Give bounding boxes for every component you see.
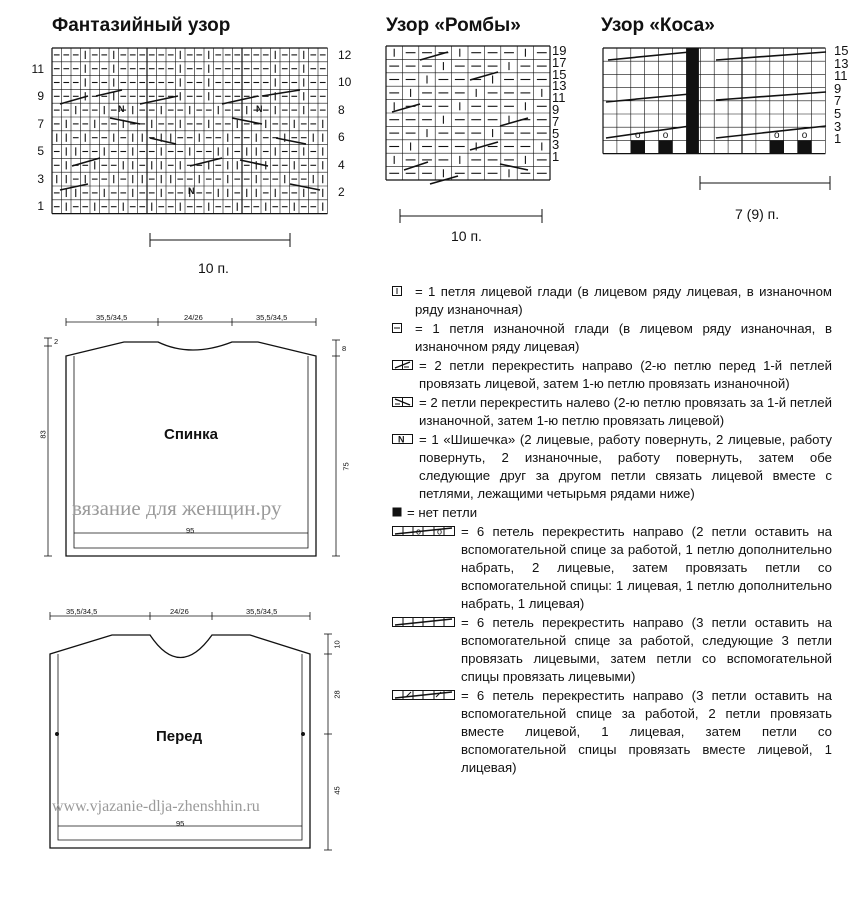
- front-right-dim-bottom: 45: [332, 786, 342, 795]
- row-number: 7: [834, 93, 842, 109]
- legend-text: = 2 петли перекрестить направо (2-ю петлю перед 1-й петлей провязать лицевой, затем 1-ю петлю провязать изнаночной): [419, 358, 832, 391]
- cross-stitch-mark: [150, 138, 176, 144]
- cross-stitch-mark: [110, 118, 140, 124]
- row-number: 13: [552, 78, 567, 94]
- fantasy-width-label: 10 п.: [198, 260, 229, 276]
- back-right-height-dim: 75: [341, 462, 351, 471]
- legend-text: = 2 петли перекрестить налево (2-ю петлю провязать за 1-й петлей изнаночной, затем 1-ю петлю провязать лицевой): [419, 395, 832, 428]
- front-top-dim-left: 35,5/34,5: [66, 607, 98, 616]
- front-right-dim-middle: 28: [332, 690, 342, 699]
- front-right-dim-top: 10: [332, 640, 342, 649]
- legend-item: [392, 394, 832, 430]
- row-number: 7: [37, 117, 44, 131]
- row-number: 11: [834, 68, 848, 84]
- no-stitch-cell: [770, 140, 784, 153]
- legend-text: = 6 петель перекрестить направо (3 петли оставить на вспомогательной спице за работой, следующие 3 петли провязать лицевыми, затем петли со вспомогательной спицы провязать лицевыми): [461, 615, 832, 684]
- legend-item: [392, 504, 832, 522]
- cable-chart-title: Узор «Коса»: [601, 15, 715, 36]
- row-number: 9: [552, 101, 560, 117]
- row-number: 7: [552, 113, 560, 129]
- back-top-dim-left: 35,5/34,5: [96, 313, 128, 322]
- cross-stitch-mark: [222, 96, 258, 104]
- added-stitch-mark: o: [801, 129, 808, 141]
- rhombus-chart-title: Узор «Ромбы»: [386, 15, 521, 36]
- no-stitch-cell: [798, 140, 812, 153]
- back-left-small-dim: 2: [54, 337, 59, 346]
- legend-item: [392, 687, 832, 777]
- cross-stitch-mark: [500, 164, 528, 170]
- row-number: 15: [834, 43, 849, 58]
- bobble-mark: N: [118, 104, 125, 114]
- back-top-dim-neck: 24/26: [184, 313, 203, 322]
- row-number: 10: [338, 75, 352, 89]
- legend-text: = 6 петель перекрестить направо (2 петли оставить на вспомогательной спице за работой, 1 петлю дополнительно набрать, 2 лицевые, затем провязать петли со вспомогательной спицы: 1 лицевая, 1 петлю дополнительно набрать, 1 лицевая): [461, 524, 832, 611]
- rhombus-width-label: 10 п.: [451, 228, 482, 244]
- row-number: 19: [552, 43, 567, 58]
- row-number: 1: [37, 199, 44, 213]
- added-stitch-mark: o: [773, 129, 780, 141]
- purl-stitch-icon: [392, 320, 412, 356]
- legend-item: [392, 357, 832, 393]
- cross-stitch-mark: [140, 96, 178, 104]
- added-stitch-mark: o: [662, 129, 669, 141]
- legend-text: = 1 петля изнаночной глади (в лицевом ряду изнаночная, в изнаночном ряду лицевая): [415, 321, 832, 354]
- front-label: Перед: [156, 728, 203, 745]
- cross-stitch-mark: [470, 72, 498, 80]
- row-number: 6: [338, 130, 345, 144]
- cross-stitch-mark: [404, 162, 428, 170]
- svg-text:N: N: [398, 434, 405, 444]
- row-number: 3: [834, 118, 842, 134]
- no-stitch-icon: [392, 504, 404, 522]
- row-number: 9: [834, 80, 842, 96]
- front-top-dim-neck: 24/26: [170, 607, 189, 616]
- legend-text: = нет петли: [407, 505, 478, 520]
- back-bottom-width-dim: 95: [186, 526, 195, 535]
- legend-item: [392, 283, 832, 319]
- fantasy-chart-title: Фантазийный узор: [52, 15, 231, 36]
- knit-stitch-icon: [392, 283, 412, 319]
- added-stitch-mark: o: [634, 129, 641, 141]
- row-number: 5: [37, 144, 44, 158]
- cable-6-right-b-icon: [392, 614, 458, 686]
- no-stitch-cell: [631, 140, 645, 153]
- row-number: 12: [338, 48, 352, 62]
- cross-stitch-mark: [500, 118, 528, 126]
- row-number: 17: [552, 54, 567, 70]
- row-number: 11: [31, 62, 44, 76]
- row-number: 15: [552, 66, 567, 82]
- cross-stitch-mark: [232, 118, 262, 124]
- row-number: 3: [552, 137, 560, 153]
- cable-6-right-c-icon: [392, 687, 458, 777]
- center-column-fill: [686, 48, 699, 154]
- front-bottom-width-dim: 95: [176, 819, 185, 828]
- legend-text: = 1 «Шишечка» (2 лицевые, работу повернуть, 2 лицевые, работу повернуть, 2 изнаночные, работу повернуть, затем обе следующие друг за другом петли связать лицевой вместе с петлями, лежащими четырьмя рядами ниже): [419, 432, 832, 501]
- cable-width-label: 7 (9) п.: [735, 206, 780, 222]
- rhombus-stitch-grid: [386, 46, 550, 184]
- cross-right-2-icon: [392, 357, 416, 393]
- row-number: 5: [834, 105, 842, 121]
- back-label: Спинка: [164, 426, 219, 443]
- row-number: 1: [552, 149, 560, 165]
- cable-mark: [716, 92, 826, 100]
- legend-item: [392, 320, 832, 356]
- legend-item: [392, 523, 832, 613]
- cross-stitch-mark: [290, 184, 320, 190]
- cable-mark: [606, 126, 690, 138]
- row-number: 5: [552, 125, 560, 141]
- cross-stitch-mark: [392, 104, 420, 112]
- row-number: 1: [834, 131, 842, 147]
- cross-stitch-mark: [60, 184, 88, 190]
- front-top-dim-right: 35,5/34,5: [246, 607, 278, 616]
- watermark-top: вязание для женщин.ру: [72, 496, 282, 520]
- cable-stitch-grid: [603, 48, 826, 154]
- row-number: 8: [338, 103, 345, 117]
- back-left-height-dim: 83: [38, 430, 48, 439]
- row-number: 2: [338, 185, 345, 199]
- cable-mark: [716, 52, 826, 60]
- row-number: 11: [552, 90, 566, 106]
- cable-mark: [608, 52, 690, 60]
- legend-text: = 6 петель перекрестить направо (3 петли оставить на вспомогательной спице за работой, 2 петли провязать вместе лицевой, 1 лицевая, затем петли со вспомогательной спицы провязать вместе лицевой, 1 лицевая): [461, 688, 832, 775]
- cross-stitch-mark: [262, 90, 300, 96]
- bobble-icon: [392, 431, 416, 503]
- cross-stitch-mark: [60, 96, 88, 104]
- back-top-dim-right: 35,5/34,5: [256, 313, 288, 322]
- cable-6-right-a-icon: [392, 523, 458, 613]
- row-number: 3: [37, 172, 44, 186]
- legend-text: = 1 петля лицевой глади (в лицевом ряду лицевая, в изнаночном ряду изнаночная): [415, 284, 832, 317]
- stitch-legend: [392, 283, 832, 778]
- no-stitch-cell: [659, 140, 673, 153]
- fantasy-stitch-grid: [52, 48, 328, 214]
- row-number: 4: [338, 158, 345, 172]
- legend-item: [392, 431, 832, 503]
- svg-text:o: o: [437, 526, 443, 536]
- cable-mark: [716, 126, 826, 138]
- row-number: 13: [834, 55, 849, 71]
- cross-stitch-mark: [276, 138, 306, 144]
- row-number: 9: [37, 89, 44, 103]
- svg-text:o: o: [416, 526, 422, 536]
- chart-dimension-lines: [150, 176, 830, 247]
- cross-left-2-icon: [392, 394, 416, 430]
- legend-item: [392, 614, 832, 686]
- bobble-mark: N: [188, 186, 195, 196]
- watermark-bottom: www.vjazanie-dlja-zhenshhin.ru: [52, 798, 260, 815]
- bobble-mark: N: [256, 104, 263, 114]
- back-right-small-dim: 8: [342, 344, 347, 353]
